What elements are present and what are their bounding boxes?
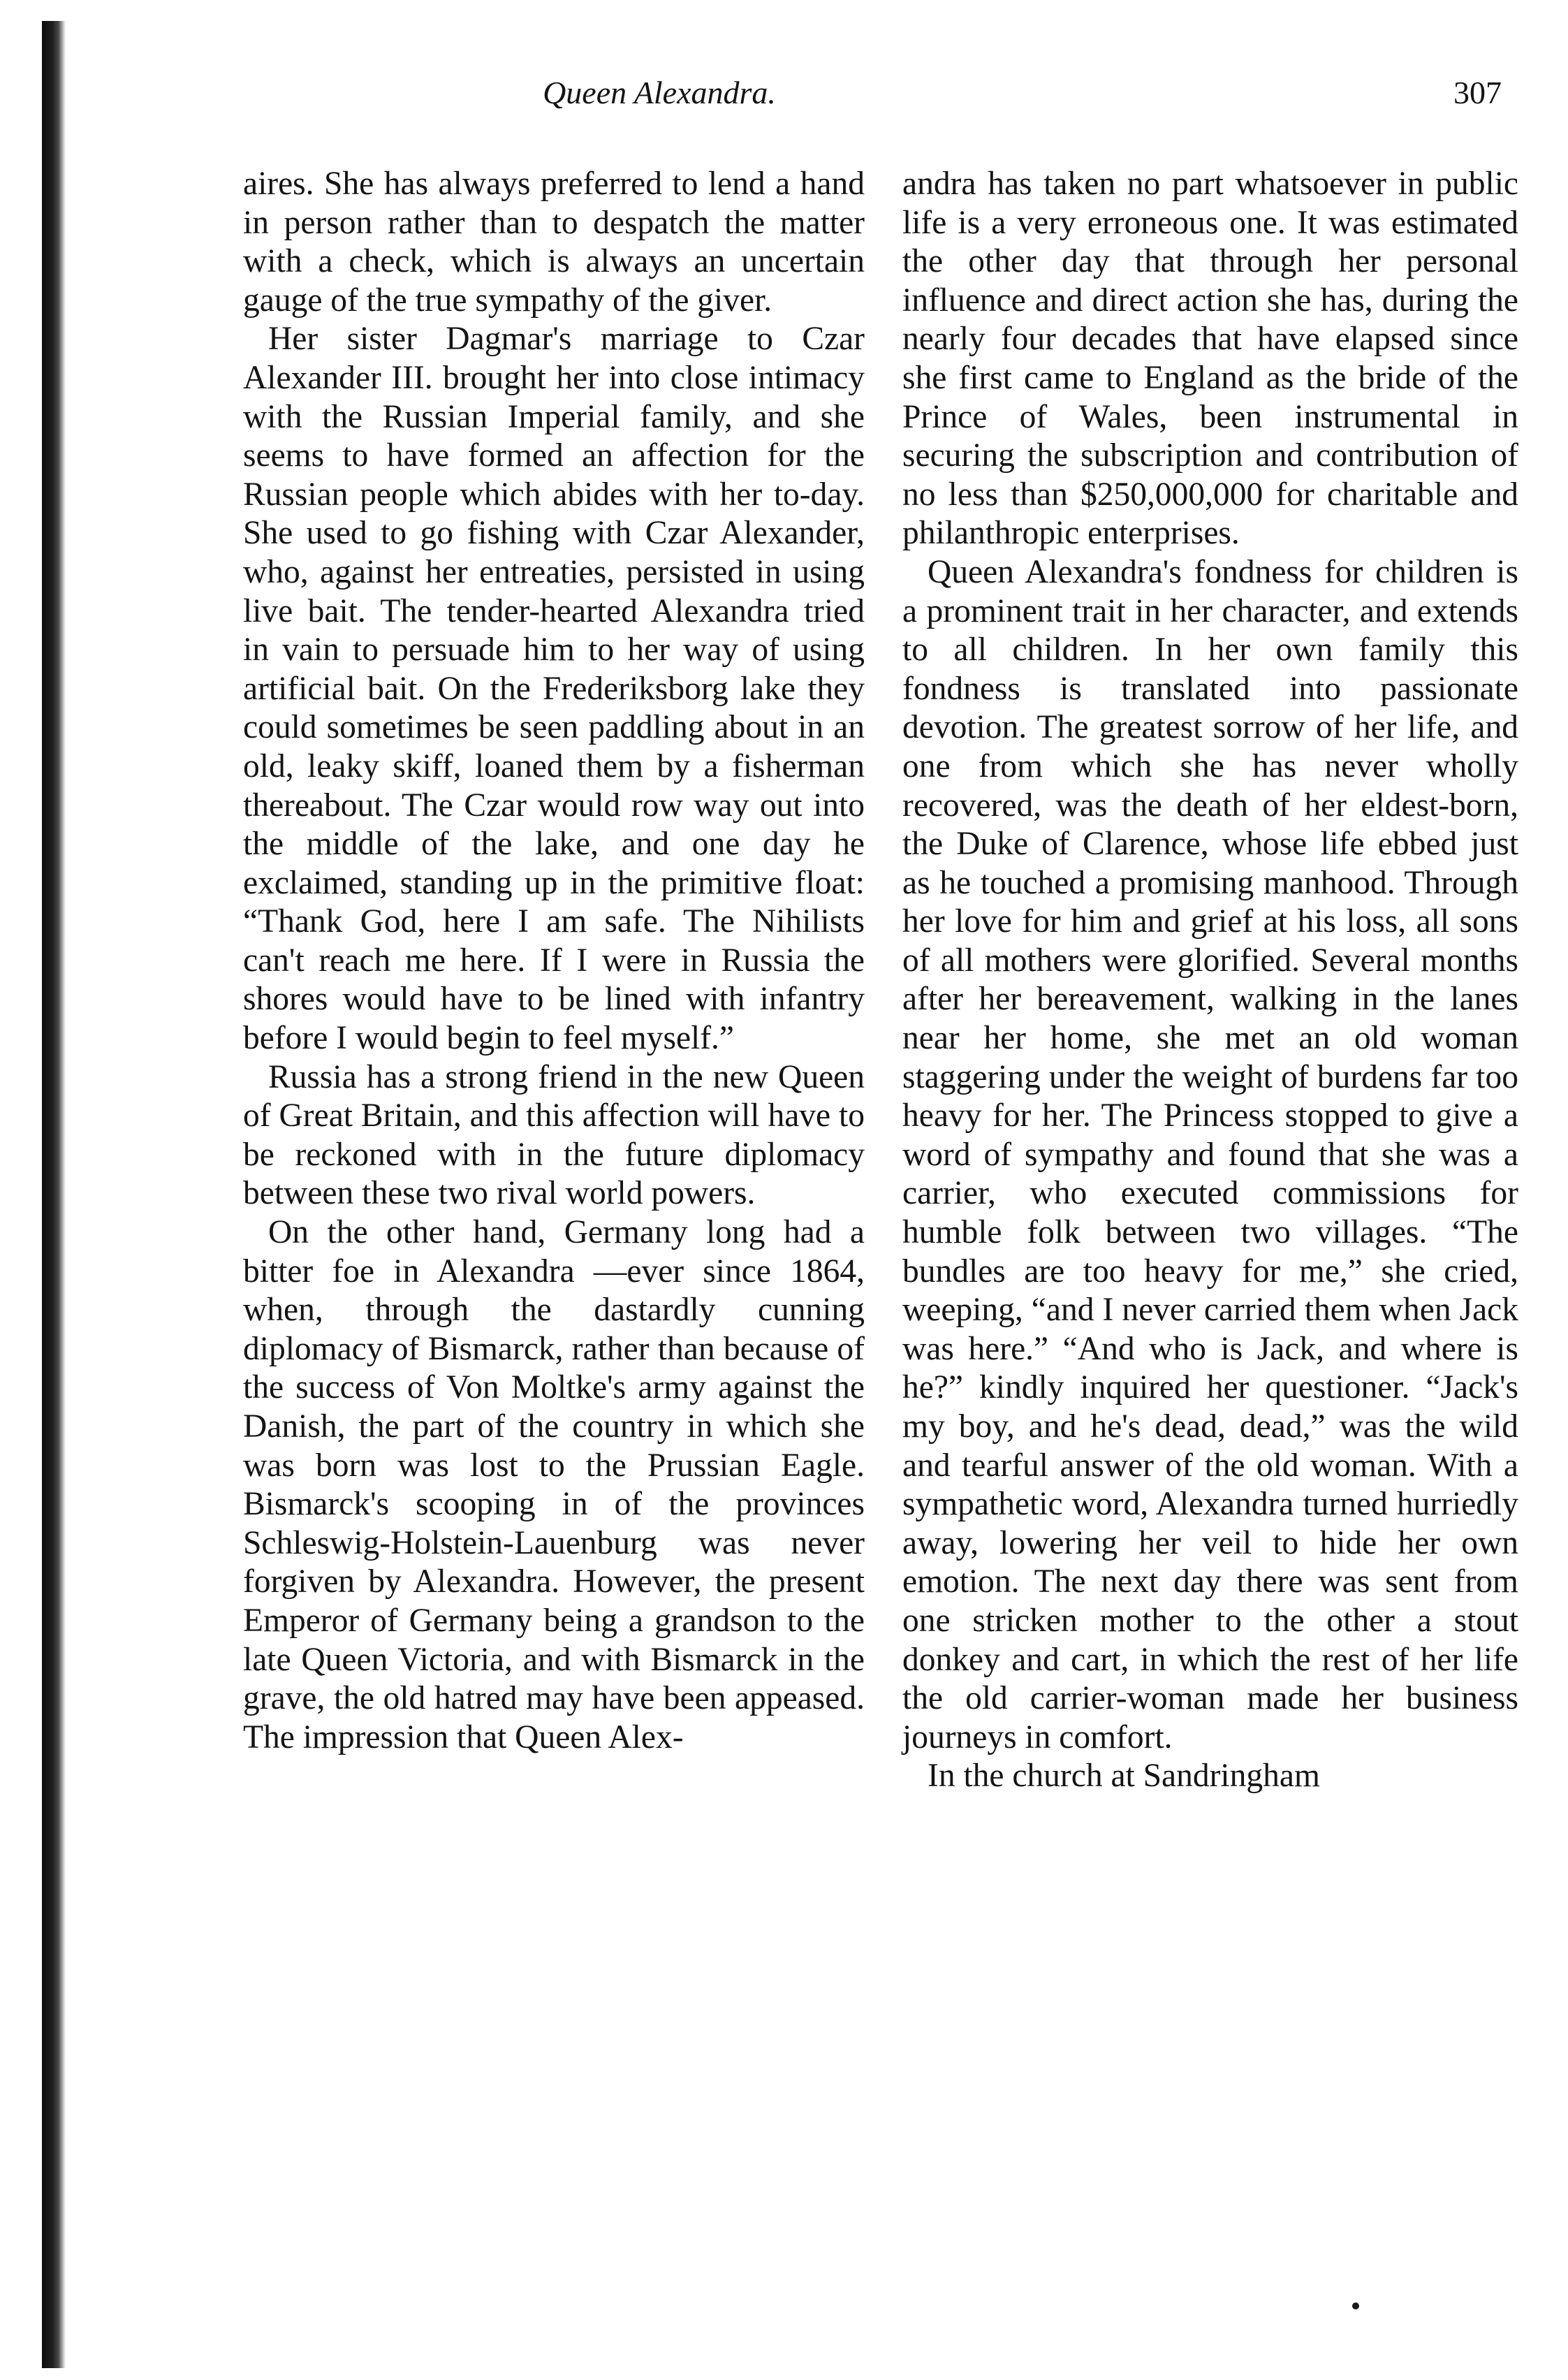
right-column bbox=[902, 165, 1518, 1796]
page-header bbox=[230, 68, 1502, 117]
left-column bbox=[243, 165, 865, 1757]
page-number: 307 bbox=[1453, 75, 1502, 110]
paragraph: Queen Alexandra's fondness for children is a prominent trait in her character, and extends to all children. In her own family this fondness is translated into passionate devotion. The greatest sorrow of her life, and one from which she has never wholly recovered, was the death of her eldest-born, the Duke of Clarence, whose life ebbed just as he touched a promising manhood. Through her love for him and grief at his loss, all sons of all mothers were glorified. Several months after her bereavement, walking in the lanes near her home, she met an old woman staggering under the weight of burdens far too heavy for her. The Princess stopped to give a word of sympathy and found that she was a carrier, who executed commissions for humble folk between two villages. “The bundles are too heavy for me,” she cried, weeping, “and I never carried them when Jack was here.” “And who is Jack, and where is he?” kindly inquired her questioner. “Jack's my boy, and he's dead, dead,” was the wild and tearful answer of the old woman. With a sympathetic word, Alexandra turned hurriedly away, lowering her veil to hide her own emotion. The next day there was sent from one stricken mother to the other a stout donkey and cart, in which the rest of her life the old carrier-woman made her business journeys in comfort. bbox=[902, 553, 1518, 1755]
paragraph: andra has taken no part whatsoever in public life is a very erroneous one. It was estimated the other day that through her personal influence and direct action she has, during the nearly four decades that have elapsed since she first came to England as the bride of the Prince of Wales, been instrumental in securing the subscription and contribution of no less than $250,000,000 for charitable and philanthropic enterprises. bbox=[902, 166, 1518, 552]
paragraph: In the church at Sandringham bbox=[928, 1758, 1320, 1795]
running-title: Queen Alexandra. bbox=[543, 75, 776, 110]
paragraph: aires. She has always preferred to lend a hand in person rather than to despatch the matter with a check, which is always an uncertain gauge of the true sympathy of the giver. bbox=[243, 166, 865, 319]
paragraph: On the other hand, Germany long had a bitter foe in Alexandra —ever since 1864, when, through the dastardly cunning diplomacy of Bismarck, rather than because of the success of Von Moltke's army against the Danish, the part of the country in which she was born was lost to the Prussian Eagle. Bismarck's scooping in of the provinces Schleswig-Holstein-Lauenburg was never forgiven by Alexandra. However, the present Emperor of Germany being a grandson to the late Queen Victoria, and with Bismarck in the grave, the old hatred may have been appeased. The impression that Queen Alex- bbox=[243, 1214, 865, 1755]
ink-speck bbox=[1352, 2302, 1359, 2309]
paragraph: Russia has a strong friend in the new Queen of Great Britain, and this affection will have to be reckoned with in the future diplomacy between these two rival world powers. bbox=[243, 1058, 865, 1212]
paragraph: Her sister Dagmar's marriage to Czar Alexander III. brought her into close intimacy with the Russian Imperial family, and she seems to have formed an affection for the Russian people which abides with her to-day. She used to go fishing with Czar Alexander, who, against her entreaties, persisted in using live bait. The tender-hearted Alexandra tried in vain to persuade him to her way of using artificial bait. On the Frederiksborg lake they could sometimes be seen paddling about in an old, leaky skiff, loaned them by a fisherman thereabout. The Czar would row way out into the middle of the lake, and one day he exclaimed, standing up in the primitive float: “Thank God, here I am safe. The Nihilists can't reach me here. If I were in Russia the shores would have to be lined with infantry before I would begin to feel myself.” bbox=[243, 321, 865, 1057]
page-binding-edge bbox=[42, 21, 66, 2368]
